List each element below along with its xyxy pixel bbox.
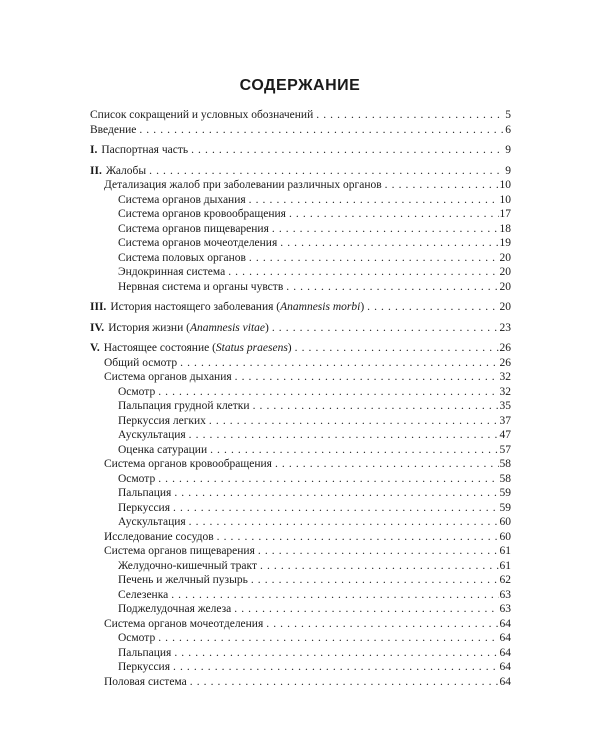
toc-entry-text: Система органов дыхания (104, 371, 232, 383)
toc-entry-title (104, 675, 187, 690)
toc-entry[interactable] (90, 143, 511, 158)
dot-leader (316, 108, 504, 123)
toc-entry-title (104, 530, 214, 545)
toc-entry-text: Осмотр (118, 632, 156, 644)
toc-entry[interactable] (90, 675, 511, 690)
page-number: 32 (499, 385, 511, 398)
page-number: 10 (499, 193, 511, 206)
toc-entry-text: Аускультация (118, 516, 186, 528)
dot-leader (217, 530, 499, 545)
toc-entry-text: Печень и желчный пузырь (118, 574, 248, 586)
dot-leader (266, 617, 498, 632)
toc-entry[interactable] (90, 530, 511, 545)
toc-entry-title (90, 123, 136, 138)
toc-entry[interactable] (90, 631, 511, 646)
toc-entry-title (118, 631, 155, 646)
toc-entry-text: Система органов кровообращения (104, 458, 272, 470)
dot-leader (174, 486, 498, 501)
page-number: 20 (499, 266, 511, 278)
toc-entry-text: Аускультация (118, 429, 186, 441)
toc-entry[interactable] (90, 544, 511, 559)
toc-entry-title (118, 280, 283, 295)
toc-entry-title (118, 222, 269, 237)
toc-entry-text: Перкуссия (118, 501, 170, 514)
toc-entry-title (104, 370, 232, 385)
dot-leader (272, 222, 499, 237)
dot-leader (158, 472, 498, 487)
dot-leader (209, 414, 499, 429)
toc-entry[interactable] (90, 457, 511, 472)
dot-leader (249, 193, 499, 208)
toc-entry-latin-term: Anamnesis vitae (189, 321, 266, 334)
toc-entry-title (118, 414, 206, 429)
page-number: 47 (499, 429, 511, 441)
toc-entry[interactable] (90, 370, 511, 385)
page-number: 59 (499, 501, 511, 514)
toc-entry-text: Перкуссия легких (118, 414, 206, 427)
toc-entry[interactable] (90, 573, 511, 588)
page-number: 35 (499, 400, 511, 412)
toc-entry-title (118, 515, 186, 530)
toc-entry-text: История настоящего заболевания ( (110, 301, 281, 313)
page-number: 58 (499, 458, 511, 470)
toc-entry[interactable] (90, 236, 511, 251)
toc-entry-title (118, 193, 246, 208)
section-number: IV. (90, 321, 105, 334)
dot-leader (234, 602, 498, 617)
toc-entry-title (104, 341, 292, 356)
page-number: 59 (499, 487, 511, 499)
toc-entry-text: История жизни ( (108, 321, 190, 334)
toc-entry-text: Осмотр (118, 472, 156, 485)
toc-entry-title (118, 265, 225, 280)
dot-leader (385, 178, 499, 193)
toc-entry-title (118, 660, 170, 675)
page-number: 32 (499, 371, 511, 383)
page-number: 58 (499, 472, 511, 485)
toc-entry[interactable] (90, 515, 511, 530)
dot-leader (367, 300, 498, 315)
toc-entry-title (108, 321, 269, 336)
dot-leader (191, 143, 504, 158)
dot-leader (210, 443, 498, 458)
toc-entry[interactable] (90, 108, 511, 123)
toc-entry-text: Список сокращений и условных обозначений (90, 109, 314, 121)
page-number: 62 (499, 574, 511, 586)
toc-entry-title (118, 251, 246, 266)
toc-entry[interactable] (90, 646, 511, 661)
dot-leader (295, 341, 499, 356)
toc-entry-text-tail: ) (265, 321, 269, 334)
toc-entry-title (118, 399, 250, 414)
toc-entry-text: Желудочно-кишечный тракт (118, 559, 257, 572)
toc-entry-text: Нервная система и органы чувств (118, 280, 284, 293)
toc-entry-title (118, 602, 231, 617)
page-number: 64 (499, 632, 511, 644)
section-number: I. (90, 144, 98, 156)
toc-entry-text: Осмотр (118, 385, 156, 398)
toc-entry[interactable] (90, 660, 511, 675)
page-number: 64 (499, 661, 511, 673)
dot-leader (173, 660, 499, 675)
toc-entry[interactable] (90, 300, 511, 315)
toc-entry[interactable] (90, 123, 511, 138)
page-number: 20 (499, 301, 511, 313)
toc-entry-text: Селезенка (118, 588, 169, 601)
toc-entry-title (104, 356, 177, 371)
page-number: 9 (505, 144, 511, 156)
toc-entry-title (118, 486, 171, 501)
toc-entry-text: Исследование сосудов (104, 530, 214, 543)
toc-entry[interactable] (90, 280, 511, 295)
toc-entry-text: Система органов пищеварения (118, 222, 269, 235)
toc-entry-title (118, 646, 171, 661)
dot-leader (260, 559, 499, 574)
toc-entry-text: Пальпация грудной клетки (118, 400, 250, 412)
page-number: 19 (499, 237, 511, 249)
toc-entry[interactable] (90, 385, 511, 400)
toc-entry[interactable] (90, 321, 511, 336)
dot-leader (158, 385, 498, 400)
toc-entry[interactable] (90, 341, 511, 356)
toc-entry-text: Поджелудочная железа (118, 603, 232, 615)
section-number: II. (90, 164, 102, 177)
page-number: 9 (505, 164, 511, 177)
toc-entry-text: Пальпация (118, 487, 172, 499)
page-number: 23 (499, 321, 511, 334)
toc-entry[interactable] (90, 207, 511, 222)
dot-leader (149, 164, 504, 179)
toc-entry-latin-term: Status praesens (215, 342, 288, 354)
dot-leader (253, 399, 499, 414)
toc-entry-title (90, 108, 313, 123)
toc-entry[interactable] (90, 178, 511, 193)
toc-entry-title (118, 588, 168, 603)
toc-entry-text: Эндокринная система (118, 266, 226, 278)
page-number: 61 (499, 559, 511, 572)
toc-entry-title (101, 143, 188, 158)
toc-entry-text: Общий осмотр (104, 356, 178, 369)
page-number: 26 (499, 356, 511, 369)
toc-entry[interactable] (90, 486, 511, 501)
dot-leader (158, 631, 498, 646)
dot-leader (275, 457, 499, 472)
toc-entry[interactable] (90, 222, 511, 237)
toc-entry-text: Паспортная часть (101, 144, 189, 156)
toc-entry[interactable] (90, 559, 511, 574)
page-number: 64 (499, 617, 511, 630)
toc-entry[interactable] (90, 164, 511, 179)
dot-leader (180, 356, 498, 371)
toc-entry-text: Перкуссия (118, 661, 170, 673)
page-number: 5 (505, 109, 511, 121)
toc-entry-title (106, 164, 146, 179)
dot-leader (139, 123, 504, 138)
toc-entry-text: Половая система (104, 675, 187, 688)
page-number: 26 (499, 342, 511, 354)
page-title: СОДЕРЖАНИЕ (239, 77, 361, 94)
toc-entry-text: Система органов кровообращения (118, 208, 286, 220)
section-number: III. (90, 301, 107, 313)
page-number: 57 (499, 443, 511, 456)
toc-entry-text: Система органов дыхания (118, 193, 246, 206)
toc-entry-text: Система органов мочеотделения (118, 237, 278, 249)
toc-entry-title (110, 300, 364, 315)
page-number: 63 (499, 603, 511, 615)
toc-entry-title (118, 207, 286, 222)
toc-entry[interactable] (90, 588, 511, 603)
dot-leader (249, 251, 499, 266)
dot-leader (173, 501, 499, 516)
toc-entry[interactable] (90, 414, 511, 429)
section-number: V. (90, 342, 100, 354)
dot-leader (286, 280, 498, 295)
page-number: 17 (499, 208, 511, 220)
toc-entry-text: Введение (90, 123, 137, 136)
page-number: 18 (499, 222, 511, 235)
dot-leader (189, 428, 499, 443)
dot-leader (235, 370, 499, 385)
toc-entry-text: Пальпация (118, 646, 172, 659)
toc-entry[interactable] (90, 193, 511, 208)
toc-entry-text-tail: ) (360, 301, 365, 313)
toc-entry-title (118, 236, 277, 251)
page-number: 64 (499, 646, 511, 659)
toc-entry[interactable] (90, 602, 511, 617)
toc-entry[interactable] (90, 472, 511, 487)
dot-leader (258, 544, 499, 559)
page-number: 37 (499, 414, 511, 427)
toc-entry-latin-term: Anamnesis morbi (280, 301, 361, 313)
dot-leader (189, 515, 499, 530)
toc-entry-text: Оценка сатурации (118, 443, 208, 456)
toc-entry-text: Система половых органов (118, 251, 246, 264)
page-number: 10 (499, 179, 511, 191)
toc-entry-title (118, 428, 186, 443)
dot-leader (174, 646, 498, 661)
toc-entry-title (104, 617, 263, 632)
page-number: 6 (505, 123, 511, 136)
toc-entry[interactable] (90, 443, 511, 458)
page-number: 61 (499, 545, 511, 557)
page-number: 20 (499, 280, 511, 293)
toc-entry-text: Жалобы (105, 164, 147, 177)
dot-leader (251, 573, 499, 588)
toc-entry-text: Система органов пищеварения (104, 545, 255, 557)
toc-entry-title (118, 385, 155, 400)
toc-entry-text: Система органов мочеотделения (104, 617, 264, 630)
toc-entry-title (104, 457, 272, 472)
toc-entry-title (118, 443, 207, 458)
page-number: 60 (499, 516, 511, 528)
dot-leader (280, 236, 498, 251)
dot-leader (190, 675, 499, 690)
toc-entry[interactable] (90, 265, 511, 280)
dot-leader (171, 588, 498, 603)
dot-leader (289, 207, 499, 222)
toc-entry[interactable] (90, 428, 511, 443)
dot-leader (272, 321, 499, 336)
toc-entry-title (118, 559, 257, 574)
page-number: 63 (499, 588, 511, 601)
toc-entry-title (118, 501, 170, 516)
toc-entry[interactable] (90, 501, 511, 516)
toc-entry-text: Настоящее состояние ( (103, 342, 216, 354)
toc-entry[interactable] (90, 617, 511, 632)
toc-entry-text-tail: ) (287, 342, 292, 354)
table-of-contents (90, 108, 511, 689)
page-number: 20 (499, 251, 511, 264)
toc-entry[interactable] (90, 399, 511, 414)
dot-leader (228, 265, 498, 280)
toc-entry-title (104, 178, 382, 193)
toc-entry-title (104, 544, 255, 559)
toc-entry[interactable] (90, 356, 511, 371)
page-number: 64 (499, 675, 511, 688)
toc-entry-title (118, 472, 155, 487)
toc-entry-text: Детализация жалоб при заболевании различных органов (104, 179, 382, 191)
page-number: 60 (499, 530, 511, 543)
toc-entry[interactable] (90, 251, 511, 266)
toc-entry-title (118, 573, 248, 588)
